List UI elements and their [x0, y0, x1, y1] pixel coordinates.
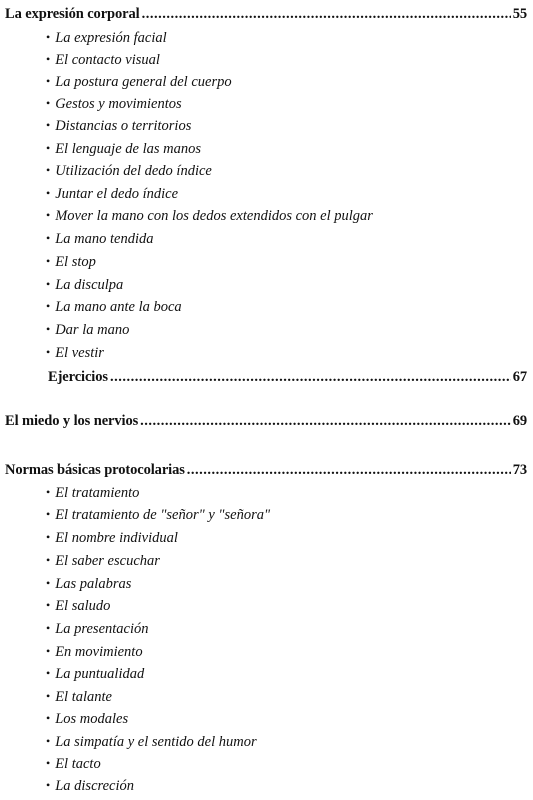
toc-item[interactable]	[46, 30, 167, 52]
bullet-icon: •	[46, 96, 51, 110]
item-label: Utilización del dedo índice	[55, 163, 212, 179]
bullet-icon: •	[46, 778, 51, 792]
item-label: El nombre individual	[55, 530, 178, 546]
toc-heading-miedo-nervios[interactable]	[5, 413, 527, 437]
heading-title: Ejercicios	[48, 369, 108, 385]
page-number: 55	[512, 6, 527, 22]
toc-item[interactable]	[46, 734, 257, 756]
page-number: 73	[512, 462, 527, 478]
bullet-icon: •	[46, 322, 51, 336]
bullet-icon: •	[46, 141, 51, 155]
item-label: La mano ante la boca	[55, 299, 182, 315]
toc-item[interactable]	[46, 277, 123, 299]
item-label: La mano tendida	[55, 231, 154, 247]
bullet-icon: •	[46, 277, 51, 291]
bullet-icon: •	[46, 163, 51, 177]
bullet-icon: •	[46, 208, 51, 222]
heading-title: Normas básicas protocolarias	[5, 462, 185, 478]
bullet-icon: •	[46, 52, 51, 66]
item-label: La puntualidad	[55, 666, 145, 682]
bullet-icon: •	[46, 507, 51, 521]
item-label: El tacto	[55, 756, 101, 772]
toc-item[interactable]	[46, 299, 182, 321]
toc-item[interactable]	[46, 74, 232, 96]
toc-item[interactable]	[46, 689, 112, 711]
item-label: Dar la mano	[55, 322, 130, 338]
toc-item[interactable]	[46, 756, 101, 778]
item-label: En movimiento	[55, 644, 143, 660]
dot-leader	[142, 6, 511, 23]
item-label: La expresión facial	[55, 30, 167, 46]
item-label: El talante	[55, 689, 112, 705]
toc-item[interactable]	[46, 254, 96, 276]
dot-leader	[140, 413, 511, 430]
bullet-icon: •	[46, 734, 51, 748]
toc-item[interactable]	[46, 530, 178, 552]
toc-item[interactable]	[46, 163, 212, 185]
toc-item[interactable]	[46, 507, 270, 529]
toc-item[interactable]	[46, 345, 104, 367]
bullet-icon: •	[46, 711, 51, 725]
bullet-icon: •	[46, 666, 51, 680]
bullet-icon: •	[46, 553, 51, 567]
toc-heading-normas-protocolarias[interactable]	[5, 462, 527, 486]
bullet-icon: •	[46, 576, 51, 590]
toc-item[interactable]	[46, 208, 373, 230]
dot-leader	[187, 462, 511, 479]
bullet-icon: •	[46, 621, 51, 635]
page-number: 69	[512, 413, 527, 429]
toc-item[interactable]	[46, 553, 160, 575]
item-label: Distancias o territorios	[55, 118, 192, 134]
bullet-icon: •	[46, 186, 51, 200]
item-label: Juntar el dedo índice	[55, 186, 179, 202]
item-label: El stop	[55, 254, 96, 270]
toc-item[interactable]	[46, 141, 201, 163]
toc-item[interactable]	[46, 322, 129, 344]
item-label: Las palabras	[55, 576, 132, 592]
heading-title: La expresión corporal	[5, 6, 140, 22]
bullet-icon: •	[46, 30, 51, 44]
item-label: La disculpa	[55, 277, 124, 293]
bullet-icon: •	[46, 118, 51, 132]
item-label: La simpatía y el sentido del humor	[55, 734, 257, 750]
toc-item[interactable]	[46, 778, 134, 800]
item-label: La discreción	[55, 778, 135, 794]
toc-item[interactable]	[46, 598, 110, 620]
item-label: Mover la mano con los dedos extendidos con el pulgar	[55, 208, 373, 224]
toc-item[interactable]	[46, 52, 160, 74]
toc-item[interactable]	[46, 666, 144, 688]
bullet-icon: •	[46, 254, 51, 268]
heading-title: El miedo y los nervios	[5, 413, 139, 429]
toc-subheading-ejercicios[interactable]	[48, 369, 527, 393]
toc-item[interactable]	[46, 485, 139, 507]
item-label: El vestir	[55, 345, 104, 361]
bullet-icon: •	[46, 644, 51, 658]
bullet-icon: •	[46, 485, 51, 499]
item-label: El tratamiento	[55, 485, 140, 501]
item-label: Gestos y movimientos	[55, 96, 182, 112]
item-label: El contacto visual	[55, 52, 160, 68]
item-label: El saber escuchar	[55, 553, 160, 569]
toc-item[interactable]	[46, 644, 143, 666]
page-number: 67	[512, 369, 527, 385]
bullet-icon: •	[46, 756, 51, 770]
item-label: El saludo	[55, 598, 111, 614]
bullet-icon: •	[46, 530, 51, 544]
toc-item[interactable]	[46, 118, 191, 140]
item-label: La postura general del cuerpo	[55, 74, 232, 90]
toc-item[interactable]	[46, 711, 128, 733]
bullet-icon: •	[46, 689, 51, 703]
bullet-icon: •	[46, 345, 51, 359]
bullet-icon: •	[46, 74, 51, 88]
toc-item[interactable]	[46, 576, 131, 598]
item-label: Los modales	[55, 711, 129, 727]
toc-item[interactable]	[46, 96, 182, 118]
toc-item[interactable]	[46, 231, 153, 253]
toc-item[interactable]	[46, 186, 178, 208]
item-label: El tratamiento de "señor" y "señora"	[55, 507, 271, 523]
dot-leader	[110, 369, 511, 386]
bullet-icon: •	[46, 231, 51, 245]
item-label: El lenguaje de las manos	[55, 141, 201, 157]
bullet-icon: •	[46, 299, 51, 313]
toc-heading-expresion-corporal[interactable]	[5, 6, 527, 30]
toc-item[interactable]	[46, 621, 149, 643]
item-label: La presentación	[55, 621, 149, 637]
bullet-icon: •	[46, 598, 51, 612]
